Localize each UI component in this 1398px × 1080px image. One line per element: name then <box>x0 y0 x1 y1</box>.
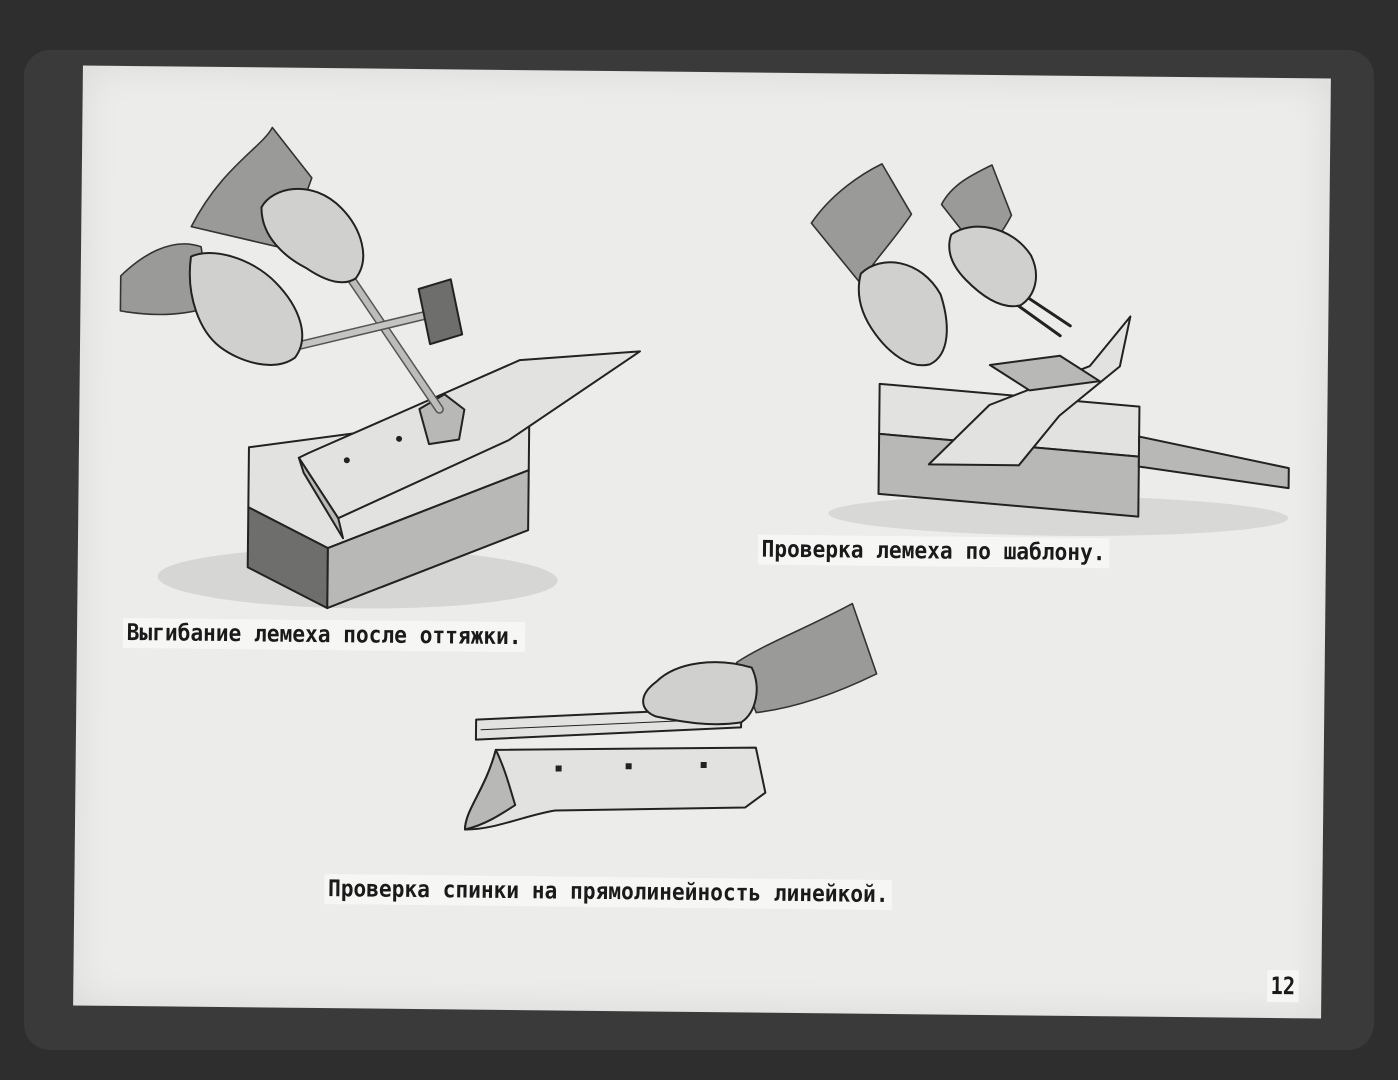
rod <box>1139 437 1290 489</box>
hammer-head <box>418 279 463 344</box>
caption-template-check: Проверка лемеха по шаблону. <box>758 535 1110 569</box>
upper-glove <box>261 188 364 282</box>
glove <box>643 661 757 724</box>
sleeve <box>736 602 877 713</box>
caption-ruler-check: Проверка спинки на прямолинейность линейкой. <box>324 874 892 910</box>
left-glove <box>858 262 948 366</box>
template-check-illustration <box>798 163 1302 548</box>
slide <box>73 65 1331 1018</box>
right-glove <box>949 226 1037 306</box>
lower-glove <box>189 253 303 365</box>
bending-share-illustration <box>97 106 662 612</box>
caption-bending: Выгибание лемеха после оттяжки. <box>123 618 526 652</box>
page-number: 12 <box>1267 970 1299 1002</box>
